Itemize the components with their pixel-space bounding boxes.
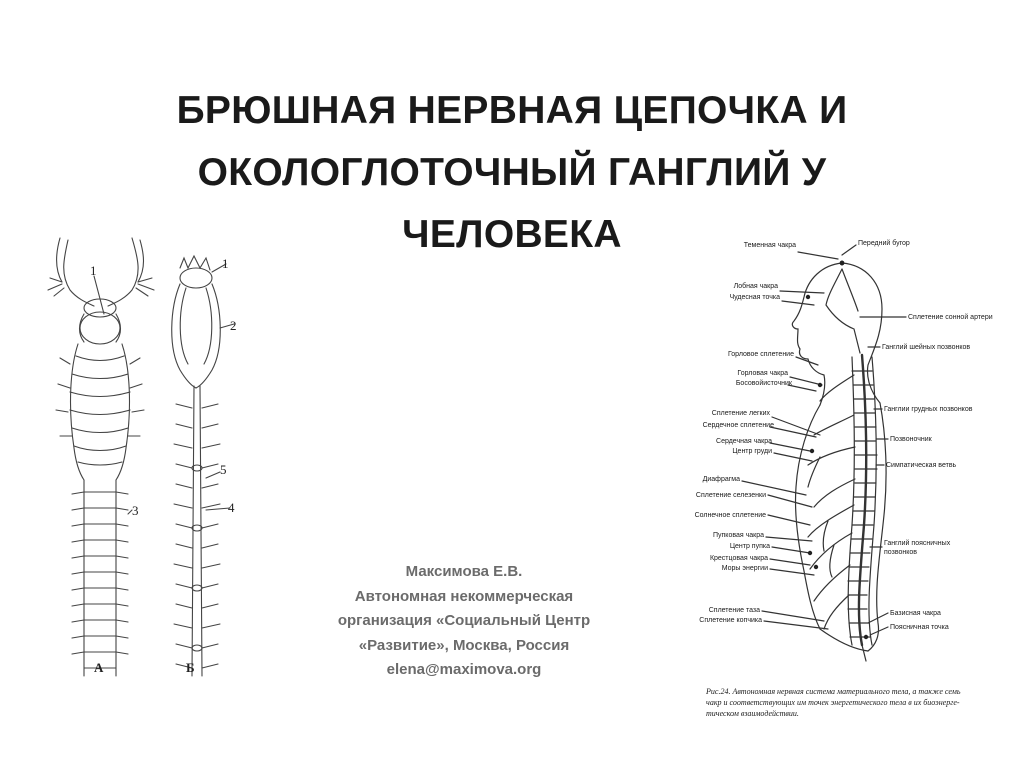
label-centr-pupka: Центр пупка <box>729 543 770 550</box>
label-bazisnaya-chakra: Базисная чакра <box>890 610 941 617</box>
chakra-crown-icon <box>840 261 845 266</box>
label-a-1: 1 <box>90 263 97 278</box>
label-b-5: 5 <box>220 462 227 477</box>
label-pupkovaya-chakra: Пупковая чакра <box>712 532 764 539</box>
label-poyasnichnaya-tochka: Поясничная точка <box>890 624 949 631</box>
label-serdechnaya-chakra: Сердечная чакра <box>716 438 772 445</box>
chakra-root-icon <box>864 635 868 639</box>
label-spletenie-taza: Сплетение таза <box>708 607 760 614</box>
chakra-navel-icon <box>808 551 812 555</box>
label-pozvonochnik: Позвоночник <box>890 436 932 443</box>
label-simpaticheskaya-vetv: Симпатическая ветвь <box>886 462 957 469</box>
label-serdechnoe-spletenie: Сердечное сплетение <box>702 422 774 429</box>
label-ganglii-grudnyh: Ганглии грудных позвонков <box>884 406 973 413</box>
label-chudesnaya-tochka: Чудесная точка <box>729 294 780 301</box>
chakra-heart-icon <box>810 449 814 453</box>
caption-line-1: Рис.24. Автономная нервная система материального тела, а также семь <box>706 687 961 696</box>
caption-line-2: чакр и соответствующих им точек энергетического тела в их биоэнерге- <box>706 698 960 707</box>
title-line-1: БРЮШНАЯ НЕРВНАЯ ЦЕПОЧКА И <box>176 89 848 132</box>
label-more-energii: Моры энергии <box>721 565 768 572</box>
figure-caption <box>706 686 968 719</box>
label-spletenie-kopchika: Сплетение копчика <box>699 617 762 624</box>
author-org-line-3: «Развитие», Москва, Россия <box>358 636 570 654</box>
label-b-4: 4 <box>228 500 235 515</box>
author-name: Максимова Е.В. <box>405 563 523 580</box>
author-block <box>302 560 626 683</box>
label-spletenie-sonnoy-arterii: Сплетение сонной артерии <box>908 314 993 321</box>
label-gangliy-sheynyh: Ганглий шейных позвонков <box>882 344 971 351</box>
label-letter-b: Б <box>186 660 195 675</box>
label-pozvonkov: позвонков <box>884 549 917 556</box>
author-org-line-1: Автономная некоммерческая <box>354 587 574 605</box>
label-spletenie-legkih: Сплетение легких <box>711 410 770 417</box>
title-line-2: ОКОЛОГЛОТОЧНЫЙ ГАНГЛИЙ У <box>197 151 827 194</box>
chakra-throat-icon <box>818 383 822 387</box>
chakra-brow-icon <box>806 295 810 299</box>
label-b-1: 1 <box>222 256 229 271</box>
chakra-sacral-icon <box>814 565 818 569</box>
label-a-3: 3 <box>132 503 139 518</box>
label-gorlovoe-spletenie: Горловое сплетение <box>727 351 794 358</box>
label-diafragma: Диафрагма <box>702 476 740 483</box>
title-line-3: ЧЕЛОВЕКА <box>402 213 622 256</box>
label-krestcovaya-chakra: Крестцовая чакра <box>709 555 768 562</box>
label-centr-grudi: Центр груди <box>732 448 772 455</box>
autonomic-nervous-system-illustration <box>648 225 993 730</box>
label-spletenie-selezenki: Сплетение селезенки <box>695 492 766 499</box>
label-teмennaya-chakra: Теменная чакра <box>743 242 796 249</box>
label-peredniy-bugor: Передний бугор <box>858 240 910 247</box>
label-letter-a: А <box>94 660 104 675</box>
caption-line-3: тическом взаимодействии. <box>706 709 799 718</box>
label-bosovoy-istochnik: Босовойисточник <box>735 380 792 387</box>
nerve-chain-illustration <box>20 228 320 698</box>
label-gorlovaya-chakra: Горловая чакра <box>737 370 788 377</box>
label-lobnaya-chakra: Лобная чакра <box>733 283 778 290</box>
author-email: elena@maximova.org <box>386 661 542 678</box>
author-org-line-2: организация «Социальный Центр <box>337 612 591 629</box>
label-solnechnoe-spletenie: Солнечное сплетение <box>694 512 766 519</box>
label-b-2: 2 <box>230 318 237 333</box>
label-gangliy-poyasnichnyh: Ганглий поясничных <box>884 540 951 547</box>
